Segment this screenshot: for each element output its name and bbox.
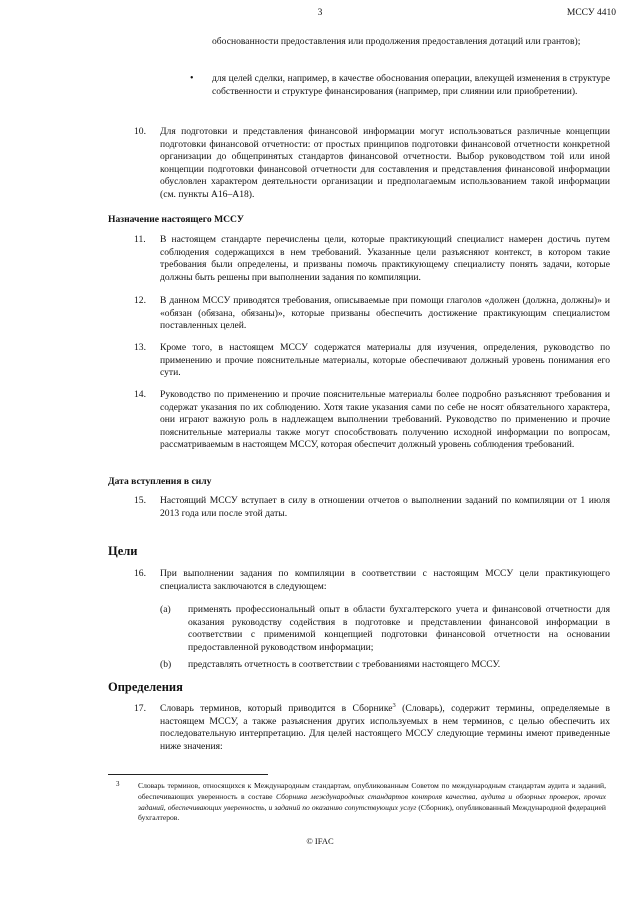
para-15-number: 15. [134,495,146,506]
item-b-label: (b) [160,659,172,670]
para-17-number: 17. [134,703,146,714]
bullet-dot: • [190,73,194,84]
page-number: 3 [317,8,323,18]
item-a-text: применять профессиональный опыт в области бухгалтерского учета и финансовой отчетности для оказания руководству содействия в подготовке и представлении финансовой информации в соответствии с применимой концепцией подготовки финансовой отчетности на основании предоставленной руководством информации; [188,604,610,653]
para-13-text: Кроме того, в настоящем МССУ содержатся материалы для изучения, определения, руководство по применению и прочие пояснительные материалы, которые обеспечивают должный уровень понимания его сути. [160,342,610,379]
heading-objectives: Цели [108,544,138,558]
document-code: МССУ 4410 [566,8,616,18]
heading-effective-date: Дата вступления в силу [108,476,212,487]
bullet-item: для целей сделки, например, в качестве обоснования операции, влекущей изменения в структуре собственности и структуре финансирования (например, при слиянии или приобретении). [212,73,610,97]
para-15-text: Настоящий МССУ вступает в силу в отношении отчетов о выполнении заданий по компиляции от 1 июля 2013 года или после этой даты. [160,495,610,519]
footnote-rule [108,774,268,775]
para-14-text: Руководство по применению и прочие пояснительные материалы более подробно разъясняют требования и содержат указания по их соблюдению. Хотя такие указания сами по себе не носят обязательного характера, они играют важную роль в надлежащем выполнении требований. Руководство по применению и прочие пояснительные материалы также могут способствовать получению исходной информации по вопросам, рассматриваемым в настоящем МССУ, которая обеспечит должный уровень соблюдения требований. [160,389,610,451]
heading-definitions: Определения [108,680,183,694]
footnote-reference: 3 [392,701,396,709]
para-16-number: 16. [134,568,146,579]
item-a-label: (a) [160,604,171,615]
para-13-number: 13. [134,342,146,353]
footer-copyright: © IFAC [306,836,334,846]
para-10-number: 10. [134,126,146,137]
para-17-text: Словарь терминов, который приводится в Сборнике$^3$ (Словарь), содержит термины, определяемые в настоящем МССУ, а также разъяснения других используемых в нем терминов, с целью обеспечить их последовательную интерпретацию. Для целей настоящего МССУ следующие термины имеют приведенные ниже значения: [160,701,610,752]
item-b-text: представлять отчетность в соответствии с требованиями настоящего МССУ. [188,659,501,670]
footnote-text: Словарь терминов, относящихся к Международным стандартам, опубликованным Советом по международным стандартам аудита и заданий, обеспечивающих уверенность в составе Сборника международных стандартов контроля качества, аудита и обзорных проверок, прочих заданий, обеспечивающих уверенность, и заданий по оказанию сопутствующих услуг (Сборник), опубликованный Международной федерацией бухгалтеров. [138,781,606,823]
para-16-text: При выполнении задания по компиляции в соответствии с настоящим МССУ цели практикующего специалиста заключаются в следующем: [160,568,610,592]
footnote-mark: 3 [116,780,120,788]
heading-purpose: Назначение настоящего МССУ [108,214,244,225]
para-10-text: Для подготовки и представления финансовой информации могут использоваться различные концепции подготовки финансовой отчетности: от простых принципов подготовки финансовой отчетности конкретной организации до общепринятых стандартов финансовой отчетности. Выбор руководством той или иной концепции подготовки финансовой отчетности для составления и представления финансовой информации обусловлен характером деятельности организации и предполагаемым использованием такой информации (см. пункты А16–А18). [160,126,610,200]
bullet-continuation: обоснованности предоставления или продолжения предоставления дотаций или грантов); [212,36,581,47]
para-12-number: 12. [134,295,146,306]
para-12-text: В данном МССУ приводятся требования, описываемые при помощи глаголов «должен (должна, должны)» и «обязан (обязана, обязаны)», которые призваны обеспечить достижение практикующим специалистом поставленных целей. [160,295,610,332]
para-11-text: В настоящем стандарте перечислены цели, которые практикующий специалист намерен достичь путем соблюдения содержащихся в нем требований. Указанные цели разъясняют контекст, в котором такие требования были определены, и призваны помочь практикующему специалисту понять задачи, которые должны быть решены при выполнении задания по компиляции. [160,234,610,283]
para-14-number: 14. [134,389,146,400]
para-11-number: 11. [134,234,146,245]
